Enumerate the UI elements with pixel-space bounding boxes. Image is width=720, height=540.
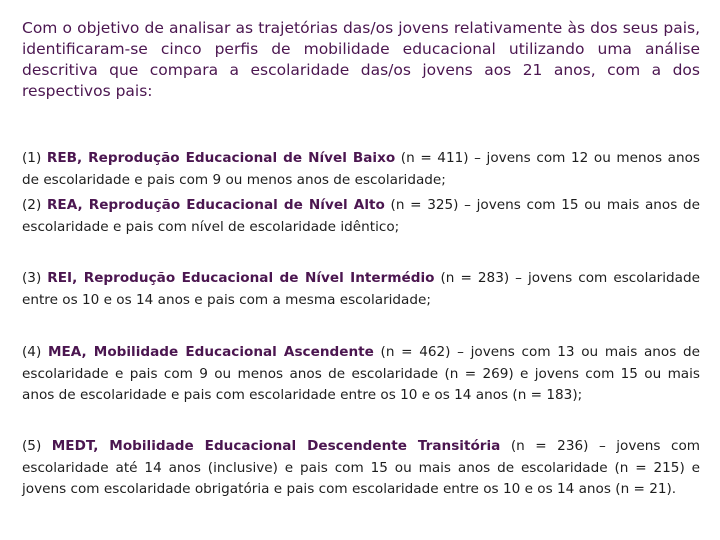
profile-number: (3) bbox=[22, 270, 48, 286]
profile-number: (4) bbox=[22, 344, 48, 360]
profile-number: (2) bbox=[22, 197, 47, 213]
profile-number: (1) bbox=[22, 150, 47, 166]
intro-paragraph bbox=[22, 18, 700, 102]
profile-title: REA, Reprodução Educacional de Nível Alto bbox=[46, 197, 385, 213]
profile-description: (n = 325) – jovens com 15 ou mais anos de escolaridade e pais com nível de escolaridade idêntico; bbox=[22, 197, 701, 235]
profile-title: REB, Reprodução Educacional de Nível Baixo bbox=[46, 150, 396, 166]
profile-description: (n = 236) – jovens com escolaridade até 14 anos (inclusive) e pais com 15 ou mais anos de escolaridade (n = 215) e jovens com escolaridade obrigatória e pais com escolaridade entre os 10 e os 14 anos (n = 21). bbox=[22, 438, 701, 497]
profile-description: (n = 283) – jovens com escolaridade entre os 10 e os 14 anos e pais com a mesma escolaridade; bbox=[22, 270, 700, 308]
profile-item-rea bbox=[22, 195, 700, 238]
profile-item-rei bbox=[22, 268, 700, 311]
intro-text-end: utilizando uma análise descritiva que compara a escolaridade das/os jovens aos 21 anos, com a dos respectivos pais: bbox=[22, 40, 700, 100]
profile-title: REI, Reprodução Educacional de Nível Intermédio bbox=[47, 270, 435, 286]
profile-title: MEA, Mobilidade Educacional Ascendente bbox=[47, 344, 374, 360]
intro-text-start: Com o objetivo de analisar as trajetórias das/os jovens relativamente às dos seus pais, identificaram-se bbox=[22, 19, 700, 58]
profile-title: MEDT, Mobilidade Educacional Descendente Transitória bbox=[51, 438, 501, 454]
intro-highlight: cinco perfis de mobilidade educacional bbox=[160, 40, 496, 58]
profile-number: (5) bbox=[22, 438, 52, 454]
profile-description: (n = 462) – jovens com 13 ou mais anos de escolaridade e pais com 9 ou menos anos de escolaridade (n = 269) e jovens com 15 ou mais anos de escolaridade e pais com escolaridade entre os 10 e os 14 anos (n = 183); bbox=[22, 344, 700, 403]
profile-item-mea bbox=[22, 342, 700, 407]
profile-item-reb bbox=[22, 148, 700, 191]
profile-description: (n = 411) – jovens com 12 ou menos anos de escolaridade e pais com 9 ou menos anos de escolaridade; bbox=[22, 150, 701, 188]
profile-item-medt bbox=[22, 436, 700, 501]
